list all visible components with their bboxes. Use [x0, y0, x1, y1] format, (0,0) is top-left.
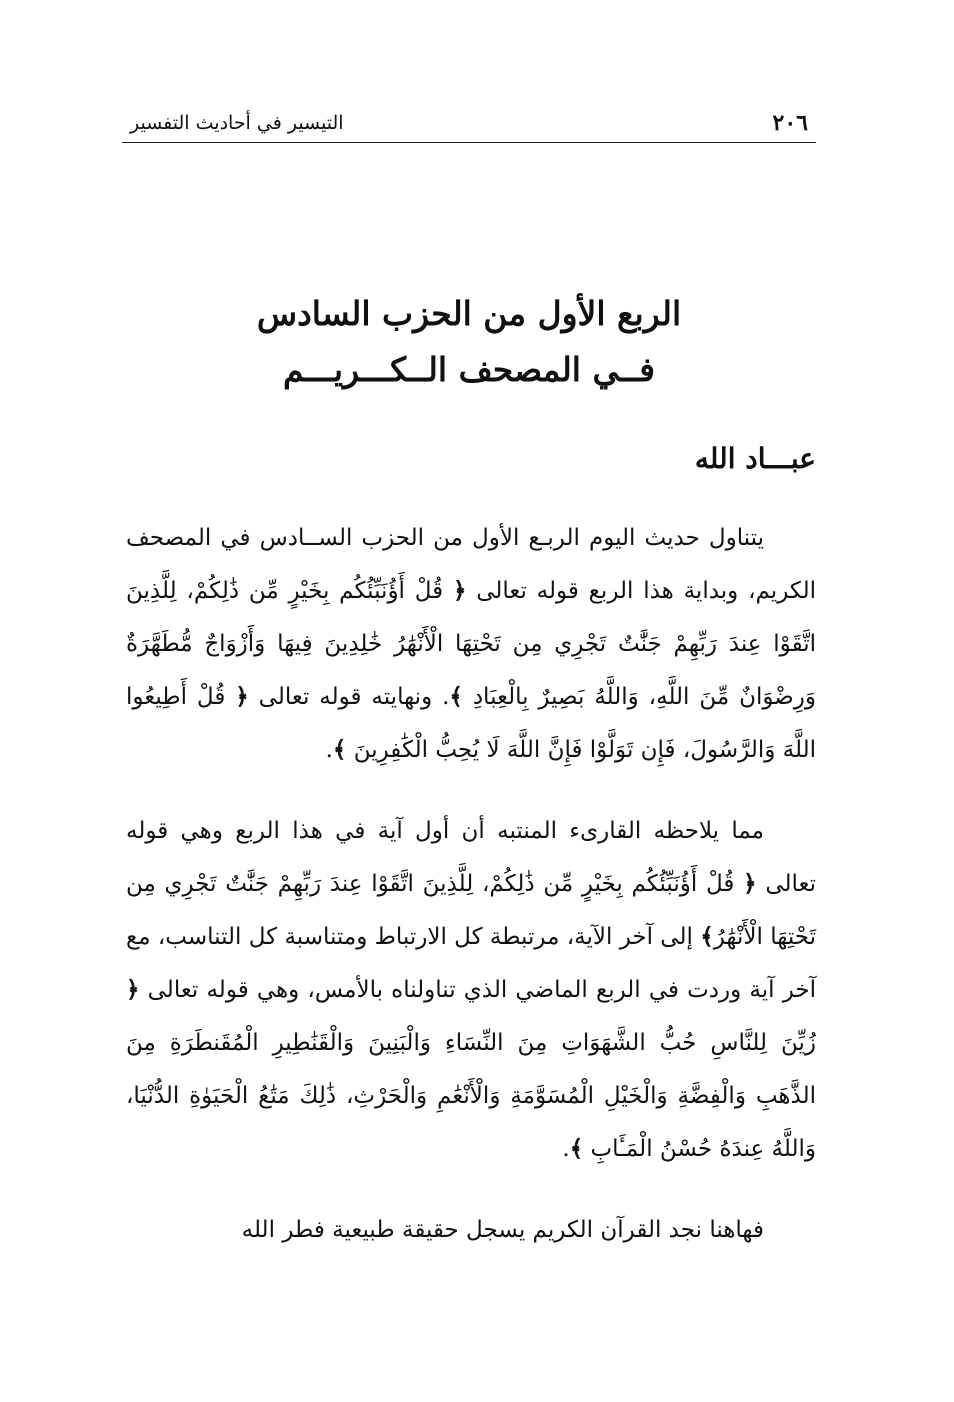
paragraph-2	[126, 805, 816, 1176]
page-number: ٢٠٦	[772, 110, 808, 136]
quran-verse: قُلْ أَؤُنَبِّئُكُم بِخَيْرٍ مِّن ذَٰلِكُمْ، لِلَّذِينَ اتَّقَوْا عِندَ رَبِّهِمْ جَنَّٰتٌ تَجْرِي مِن تَحْتِهَا الْأَنْهَٰرُ	[126, 871, 817, 950]
paragraph-text: .	[325, 737, 333, 763]
book-title: التيسير في أحاديث التفسير	[130, 112, 344, 134]
quran-close-bracket: ﴾	[700, 924, 714, 950]
chapter-title	[122, 286, 816, 398]
quran-close-bracket: ﴾	[449, 684, 463, 710]
paragraph-3	[126, 1204, 816, 1257]
section-heading: عبـــاد الله	[694, 442, 816, 475]
running-header	[122, 106, 816, 143]
paragraph-text: يتناول حديث اليوم الربـع الأول من الحزب الســادس في المصحف الكريم، وبداية هذا الربع قوله تعالى	[126, 525, 817, 604]
quran-open-bracket: ﴿	[126, 977, 140, 1003]
paragraph-text: . ونهايته قوله تعالى	[248, 684, 450, 710]
quran-verse: قُلْ أَؤُنَبِّئُكُم بِخَيْرٍ مِّن ذَٰلِكُمْ، لِلَّذِينَ اتَّقَوْا عِندَ رَبِّهِمْ جَنَّٰتٌ تَجْرِي مِن تَحْتِهَا الْأَنْهَٰرُ خَٰلِدِينَ فِيهَا وَأَزْوَاجٌ مُّطَهَّرَةٌ وَرِضْوَانٌ مِّنَ اللَّهِ، وَاللَّهُ بَصِيرٌ بِالْعِبَادِ	[126, 578, 817, 710]
paragraph-1	[126, 512, 816, 777]
quran-open-bracket: ﴿	[743, 871, 757, 897]
chapter-title-line-2: فــي المصحف الــكـــريـــم	[282, 350, 656, 389]
chapter-title-line-1: الربع الأول من الحزب السادس	[256, 294, 682, 333]
quran-open-bracket: ﴿	[452, 578, 467, 604]
paragraph-text: .	[562, 1136, 570, 1162]
quran-verse: زُيِّنَ لِلنَّاسِ حُبُّ الشَّهَوَاتِ مِنَ النِّسَاءِ وَالْبَنِينَ وَالْقَنَٰطِيرِ الْمُقَنطَرَةِ مِنَ الذَّهَبِ وَالْفِضَّةِ وَالْخَيْلِ الْمُسَوَّمَةِ وَالْأَنْعَٰمِ وَالْحَرْثِ، ذَٰلِكَ مَتَٰعُ الْحَيَوٰةِ الدُّنْيَا، وَاللَّهُ عِندَهُ حُسْنُ الْمَـَٔابِ	[126, 1030, 816, 1162]
quran-open-bracket: ﴿	[235, 684, 249, 710]
quran-close-bracket: ﴾	[569, 1136, 584, 1162]
paragraph-text: مما يلاحظه القارىء المنتبه أن أول آية في هذا الربع وهي قوله تعالى	[126, 818, 817, 897]
paragraph-text: فهاهنا نجد القرآن الكريم يسجل حقيقة طبيعية فطر الله	[241, 1217, 764, 1243]
body-text	[126, 512, 816, 1285]
quran-verse: قُلْ أَطِيعُوا اللَّهَ وَالرَّسُولَ، فَإِن تَوَلَّوْا فَإِنَّ اللَّهَ لَا يُحِبُّ الْكَٰفِرِينَ	[126, 684, 816, 763]
paragraph-text: إلى آخر الآية، مرتبطة كل الارتباط ومتناسبة كل التناسب، مع آخر آية وردت في الربع الماضي الذي تناولناه بالأمس، وهي قوله تعالى	[126, 924, 816, 1003]
quran-close-bracket: ﴾	[332, 737, 347, 763]
